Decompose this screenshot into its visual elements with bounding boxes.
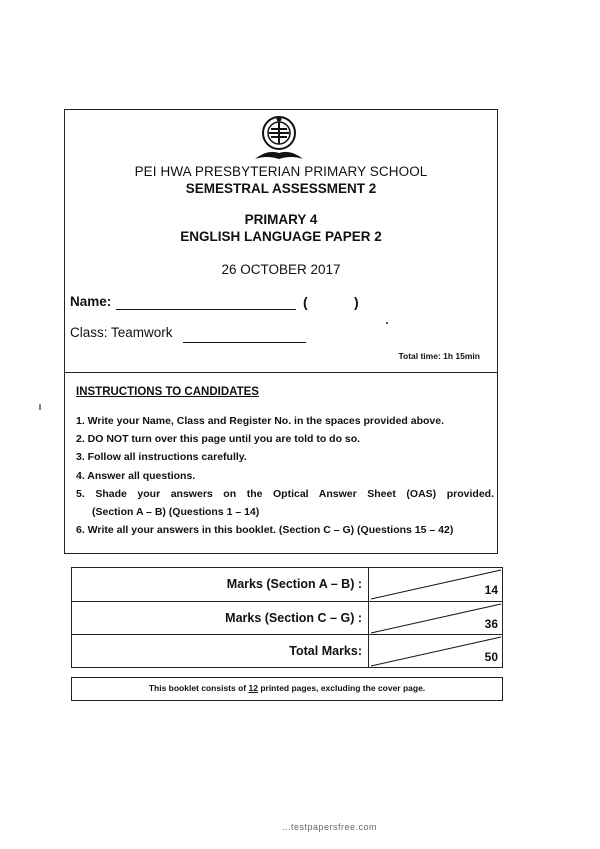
instruction-item: 2. DO NOT turn over this page until you are told to do so. [76,433,361,446]
section-divider [64,372,498,373]
assessment-title: SEMESTRAL ASSESSMENT 2 [185,181,377,196]
total-time: Total time: 1h 15min [398,351,480,361]
diagonal-slash [369,602,503,635]
marks-row [72,601,502,635]
marks-row [72,634,502,668]
register-no-close-bracket: ) [354,294,359,310]
exam-date: 26 OCTOBER 2017 [221,262,341,277]
footer-text-before: This booklet consists of [148,683,249,693]
instruction-continuation-text: (Section A – B) (Questions 1 – 14) [92,506,260,519]
marks-cell [368,635,503,668]
marks-label: Marks (Section C – G) : [225,611,362,625]
marks-value: 50 [484,650,498,664]
booklet-page-count-note [71,677,503,701]
name-label: Name: [70,294,112,309]
watermark: ...testpapersfree.com [282,822,378,832]
stray-mark [386,322,388,324]
instruction-item: 4. Answer all questions. [76,469,196,482]
marks-value: 36 [484,617,498,631]
marks-label: Total Marks: [289,644,362,658]
instruction-item: 1. Write your Name, Class and Register No. in the spaces provided above. [76,415,445,427]
marks-cell [368,602,503,635]
level-title: PRIMARY 4 [244,212,318,227]
paper-title: ENGLISH LANGUAGE PAPER 2 [180,229,382,244]
diagonal-slash [369,635,503,668]
school-name: PEI HWA PRESBYTERIAN PRIMARY SCHOOL [134,164,428,179]
footer-text-after: printed pages, excluding the cover page. [257,683,426,693]
scan-edge-mark [39,404,41,410]
marks-value: 14 [484,583,498,597]
diagonal-slash [369,568,503,601]
register-no-open-bracket: ( [303,294,308,310]
marks-cell [368,568,503,601]
instructions-heading: INSTRUCTIONS TO CANDIDATES [76,386,259,398]
school-crest-logo [251,113,307,165]
marks-row [72,568,502,601]
name-field-line[interactable] [116,309,296,310]
instruction-item-continuation [76,503,494,521]
marks-table [71,567,503,668]
instruction-item: 5. Shade your answers on the Optical Answer Sheet (OAS) provided. [76,487,494,500]
class-field-line[interactable] [183,342,306,343]
marks-label: Marks (Section A – B) : [226,577,362,591]
footer-page-count: 12 [248,683,258,693]
instructions-list [76,412,494,539]
instruction-item: 3. Follow all instructions carefully. [76,451,247,464]
class-label: Class: Teamwork [70,325,173,340]
instruction-item: 6. Write all your answers in this booklet. (Section C – G) (Questions 15 – 42) [76,524,454,537]
